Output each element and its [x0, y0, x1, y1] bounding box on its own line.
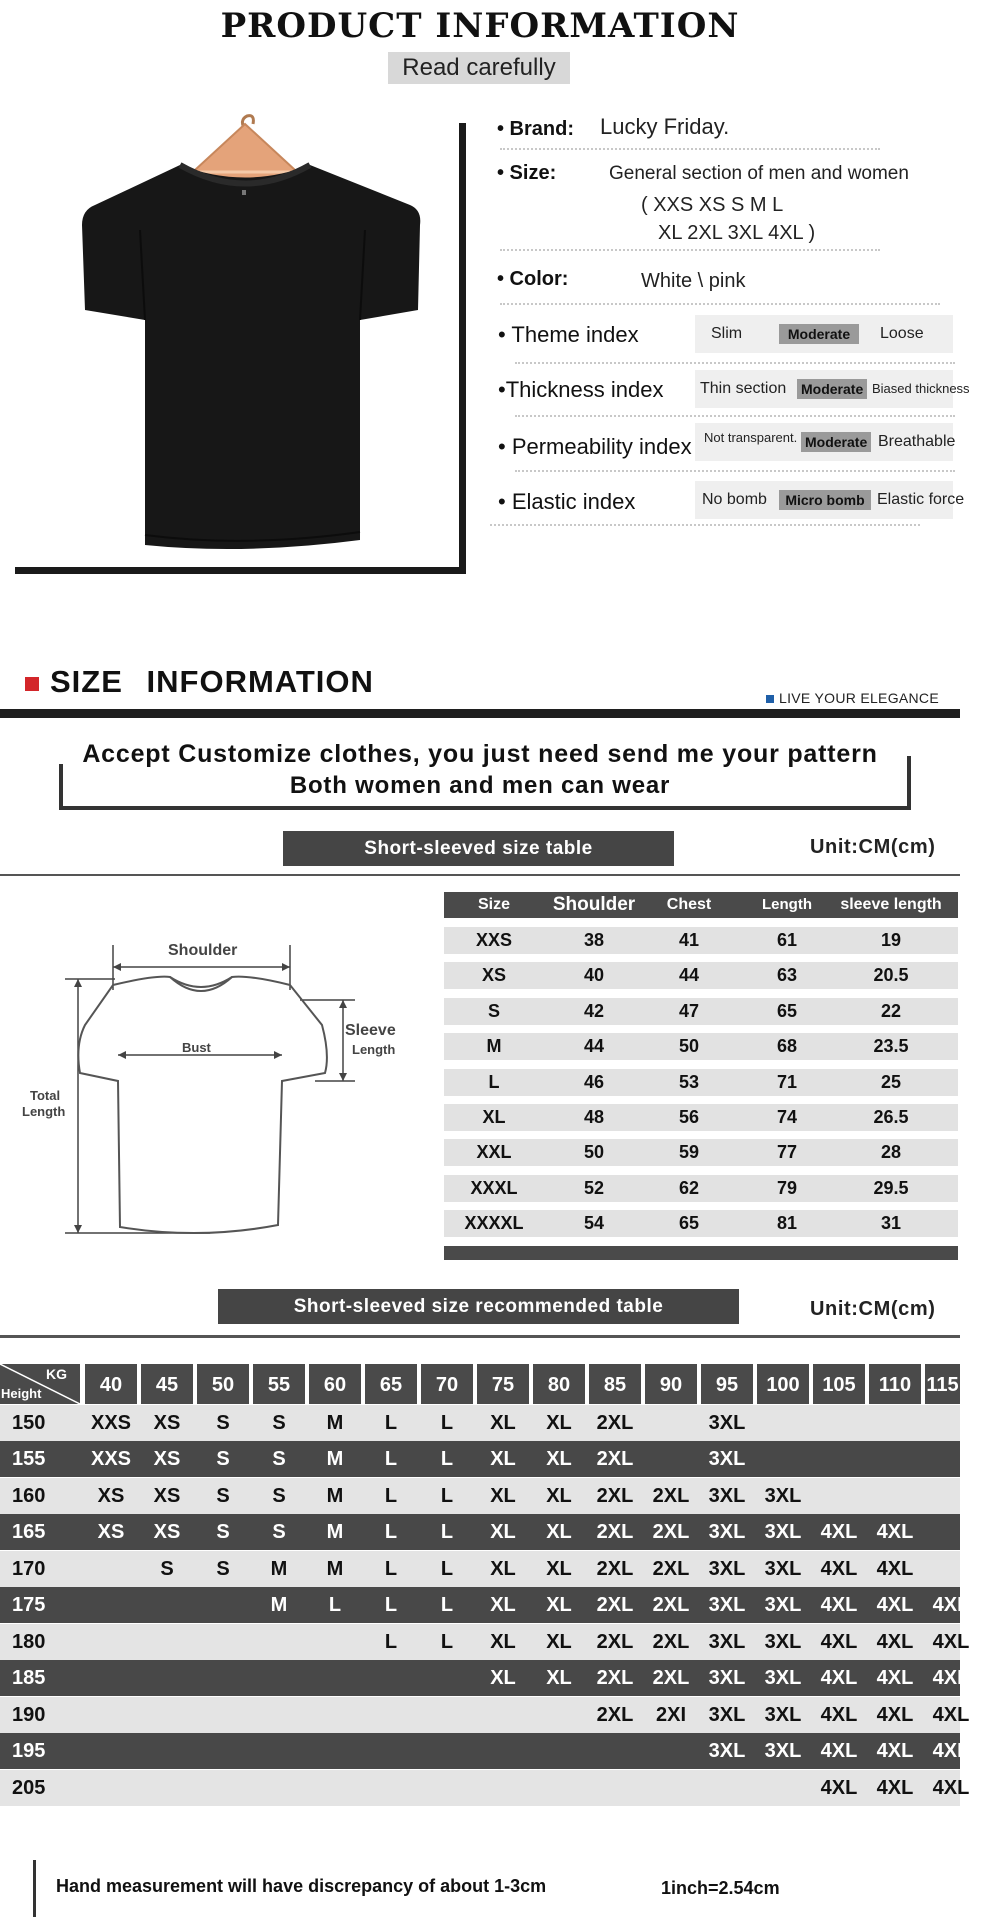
divider	[500, 148, 880, 150]
size-table-cell: 61	[776, 930, 798, 950]
size-table-cell: XL	[482, 1107, 506, 1127]
permeability-index-label: • Permeability index	[498, 434, 692, 459]
size-cell: XS	[97, 1521, 125, 1543]
elastic-index-label: • Elastic index	[498, 489, 636, 514]
rec-table-row	[0, 1624, 970, 1660]
size-cell: M	[326, 1485, 344, 1507]
kg-header-cell: 45	[141, 1364, 193, 1404]
measurement-note: Hand measurement will have discrepancy of about 1-3cm	[56, 1876, 547, 1896]
header-sleeve-length: sleeve length	[840, 896, 942, 913]
bracket-left	[59, 764, 63, 810]
size-list-2: XL 2XL 3XL 4XL )	[658, 222, 816, 244]
size-cell: 4XL	[932, 1777, 970, 1799]
size-cell: 4XL	[820, 1777, 858, 1799]
size-table-row	[444, 1033, 958, 1060]
size-cell: L	[384, 1485, 398, 1507]
size-cell: L	[440, 1485, 454, 1507]
size-cell: 3XL	[708, 1558, 746, 1580]
size-table-cell: XXS	[475, 930, 513, 950]
size-cell: L	[328, 1594, 342, 1616]
size-table-footer-bar	[444, 1246, 958, 1260]
brand-label: • Brand:	[497, 118, 575, 140]
size-table-cell: XXXL	[470, 1177, 518, 1198]
size-cell: XL	[490, 1412, 516, 1434]
diagram-shoulder-label: Shoulder	[168, 942, 238, 959]
rec-table-row	[0, 1587, 970, 1623]
option-breathable: Breathable	[878, 433, 956, 450]
rec-table-row	[0, 1660, 970, 1696]
divider	[490, 524, 920, 526]
size-table-cell: 20.5	[873, 965, 909, 986]
size-cell: 2XL	[596, 1631, 634, 1653]
size-cell: L	[384, 1631, 398, 1653]
size-cell: 3XL	[764, 1485, 802, 1507]
size-cell: 4XL	[932, 1594, 970, 1616]
size-cell: 4XL	[820, 1594, 858, 1616]
recommended-table-label: Short-sleeved size recommended table	[218, 1289, 739, 1324]
size-table-cell: 53	[678, 1071, 700, 1092]
size-cell: S	[216, 1558, 230, 1580]
size-cell: 4XL	[932, 1704, 970, 1726]
rec-unit-label: Unit:CM(cm)	[810, 1298, 936, 1320]
size-table-row	[444, 1139, 958, 1166]
size-cell: S	[216, 1412, 230, 1434]
size-cell: XS	[97, 1485, 125, 1507]
size-cell: 3XL	[708, 1667, 746, 1689]
divider	[500, 303, 940, 305]
theme-index-options	[695, 315, 953, 353]
height-cell: 165	[12, 1521, 46, 1543]
size-table-row	[444, 1104, 958, 1131]
height-cell: 150	[12, 1412, 46, 1434]
size-table-cell: 50	[583, 1142, 605, 1163]
size-cell: 4XL	[820, 1704, 858, 1726]
size-cell: 2XL	[596, 1521, 634, 1543]
size-cell: 3XL	[708, 1412, 746, 1434]
size-cell: 4XL	[820, 1740, 858, 1762]
size-cell: S	[272, 1485, 286, 1507]
divider	[515, 362, 955, 364]
kg-header-cell: 100	[757, 1364, 809, 1404]
size-cell: L	[384, 1594, 398, 1616]
short-sleeved-size-table-label: Short-sleeved size table	[283, 831, 674, 866]
kg-header-cell: 95	[701, 1364, 753, 1404]
option-micro-bomb-selected: Micro bomb	[779, 490, 871, 510]
frame-line-right	[459, 123, 466, 574]
header-shoulder: Shoulder	[552, 894, 636, 915]
height-label: Height	[1, 1386, 42, 1401]
size-cell: 4XL	[820, 1667, 858, 1689]
size-table-cell: XXXXL	[464, 1213, 524, 1234]
diagram-total-length-label: Length	[22, 1104, 66, 1119]
size-cell: 2XL	[596, 1704, 634, 1726]
size-cell: XL	[546, 1412, 572, 1434]
size-cell: XL	[490, 1558, 516, 1580]
divider-line	[0, 874, 960, 876]
rec-table-row	[0, 1770, 970, 1806]
size-cell: L	[440, 1521, 454, 1543]
size-table-row	[444, 962, 958, 989]
bracket-bottom	[59, 806, 911, 810]
size-cell: 3XL	[764, 1704, 802, 1726]
size-cell: 4XL	[876, 1594, 914, 1616]
size-cell: XL	[490, 1485, 516, 1507]
size-cell: S	[272, 1448, 286, 1470]
size-cell: 2XL	[596, 1594, 634, 1616]
height-cell: 190	[12, 1704, 46, 1726]
red-square-icon	[25, 677, 39, 691]
size-cell: 3XL	[764, 1631, 802, 1653]
inch-conversion: 1inch=2.54cm	[661, 1878, 780, 1898]
size-cell: 3XL	[764, 1594, 802, 1616]
size-table-cell: 71	[776, 1071, 798, 1092]
size-cell: 4XL	[932, 1667, 970, 1689]
size-table-row	[444, 1210, 958, 1237]
product-info-title: PRODUCT INFORMATION	[220, 6, 740, 46]
kg-header-cell: 70	[421, 1364, 473, 1404]
size-table-cell: 38	[583, 930, 605, 950]
height-cell: 155	[12, 1448, 46, 1470]
diagram-sleeve-label: Sleeve	[345, 1022, 396, 1039]
size-cell: L	[440, 1631, 454, 1653]
size-list-1: ( XXS XS S M L	[641, 194, 784, 216]
header-chest: Chest	[666, 896, 712, 913]
kg-header-cell: 75	[477, 1364, 529, 1404]
size-table-cell: S	[487, 1000, 500, 1021]
kg-header-cell: 105	[813, 1364, 865, 1404]
size-table-cell: XXL	[476, 1142, 512, 1163]
size-cell: L	[440, 1558, 454, 1580]
size-cell: S	[160, 1558, 174, 1580]
option-elastic-force: Elastic force	[877, 491, 965, 508]
rec-table-row	[0, 1405, 960, 1441]
diagram-bust-label: Bust	[182, 1040, 211, 1055]
size-cell: 4XL	[820, 1631, 858, 1653]
size-table-cell: 63	[776, 965, 798, 986]
read-carefully-label: Read carefully	[388, 52, 570, 84]
size-cell: 4XL	[876, 1740, 914, 1762]
size-cell: XS	[153, 1412, 181, 1434]
size-cell: 4XL	[876, 1631, 914, 1653]
size-table-row	[444, 1175, 958, 1202]
kg-header-cell: 110	[869, 1364, 921, 1404]
frame-line-bottom	[15, 567, 466, 574]
option-moderate-selected: Moderate	[797, 379, 867, 399]
divider	[515, 470, 955, 472]
size-table-cell: 48	[583, 1107, 605, 1127]
size-cell: 3XL	[764, 1740, 802, 1762]
size-table-cell: 77	[776, 1142, 798, 1163]
size-cell: XXS	[90, 1448, 132, 1470]
size-table-cell: 47	[678, 1000, 700, 1021]
measurement-diagram	[10, 935, 430, 1245]
size-cell: 3XL	[708, 1485, 746, 1507]
size-table-cell: 19	[880, 930, 902, 950]
option-moderate-selected: Moderate	[779, 324, 859, 344]
size-table-cell: 42	[583, 1000, 605, 1021]
option-biased-thickness: Biased thickness	[872, 381, 970, 396]
kg-header-cell: 65	[365, 1364, 417, 1404]
kg-header-cell: 80	[533, 1364, 585, 1404]
size-cell: 4XL	[820, 1521, 858, 1543]
size-cell: 2XL	[596, 1412, 634, 1434]
size-table-cell: 62	[678, 1177, 700, 1198]
size-cell: XS	[153, 1448, 181, 1470]
size-cell: XL	[546, 1448, 572, 1470]
size-table-header	[444, 892, 958, 918]
size-cell: XL	[546, 1667, 572, 1689]
size-table-cell: 44	[583, 1036, 605, 1057]
size-cell: XL	[490, 1448, 516, 1470]
size-table-cell: 44	[678, 965, 700, 986]
size-cell: 3XL	[708, 1704, 746, 1726]
size-table-cell: L	[488, 1071, 500, 1092]
theme-index-label: • Theme index	[498, 322, 639, 347]
tshirt-image	[60, 110, 430, 570]
diagram-total-label: Total	[30, 1088, 61, 1103]
option-no-bomb: No bomb	[702, 491, 767, 508]
size-cell: L	[440, 1594, 454, 1616]
kg-header-cell: 115	[925, 1364, 960, 1404]
height-cell: 205	[12, 1777, 46, 1799]
unisex-text: Both women and men can wear	[289, 772, 671, 799]
size-cell: 2XL	[596, 1485, 634, 1507]
size-cell: XL	[546, 1594, 572, 1616]
size-table-cell: M	[486, 1036, 502, 1057]
size-cell: XL	[546, 1485, 572, 1507]
kg-header-cell: 40	[85, 1364, 137, 1404]
height-cell: 170	[12, 1558, 46, 1580]
size-cell: 3XL	[764, 1521, 802, 1543]
size-cell: L	[384, 1558, 398, 1580]
color-value: White \ pink	[641, 270, 746, 292]
kg-header-cell: 50	[197, 1364, 249, 1404]
height-cell: 180	[12, 1631, 46, 1653]
elastic-index-options	[695, 481, 965, 519]
size-cell: XL	[546, 1558, 572, 1580]
size-table-cell: 25	[880, 1071, 902, 1092]
unit-label: Unit:CM(cm)	[810, 836, 936, 858]
size-cell: S	[216, 1485, 230, 1507]
size-cell: 2XL	[596, 1558, 634, 1580]
option-loose: Loose	[880, 325, 924, 342]
size-cell: 2XL	[652, 1558, 690, 1580]
bracket-right	[907, 756, 911, 810]
rec-table-row	[0, 1551, 960, 1587]
size-cell: 2XL	[652, 1594, 690, 1616]
size-cell: XL	[490, 1594, 516, 1616]
size-cell: M	[326, 1448, 344, 1470]
size-cell: 4XL	[820, 1558, 858, 1580]
rec-table-row	[0, 1514, 960, 1550]
size-table-row	[444, 927, 958, 954]
size-cell: XS	[153, 1521, 181, 1543]
size-cell: 4XL	[932, 1740, 970, 1762]
size-table-cell: XS	[481, 965, 506, 986]
size-cell: L	[384, 1521, 398, 1543]
size-cell: 3XL	[708, 1448, 746, 1470]
size-table-cell: 79	[776, 1177, 798, 1198]
size-cell: 2XI	[655, 1704, 687, 1726]
brand-value: Lucky Friday.	[600, 114, 730, 139]
size-cell: S	[272, 1521, 286, 1543]
footer-bracket	[33, 1860, 36, 1917]
size-cell: S	[216, 1521, 230, 1543]
size-label: • Size:	[497, 162, 557, 184]
size-cell: XS	[153, 1485, 181, 1507]
size-table-cell: 23.5	[873, 1036, 909, 1057]
size-table-cell: 54	[583, 1213, 605, 1234]
size-cell: 4XL	[876, 1521, 914, 1543]
kg-header-cell: 90	[645, 1364, 697, 1404]
height-cell: 175	[12, 1594, 46, 1616]
rec-table-row	[0, 1733, 970, 1769]
header-length: Length	[762, 896, 812, 913]
size-cell: M	[270, 1594, 288, 1616]
size-table-cell: 74	[776, 1107, 798, 1127]
size-cell: 2XL	[596, 1448, 634, 1470]
size-cell: M	[326, 1558, 344, 1580]
rec-table-row	[0, 1697, 970, 1733]
size-table-cell: 31	[880, 1213, 902, 1234]
size-cell: M	[326, 1412, 344, 1434]
size-cell: M	[326, 1521, 344, 1543]
permeability-index-options	[695, 423, 956, 461]
size-cell: L	[440, 1412, 454, 1434]
header-size: Size	[477, 896, 510, 913]
size-table-cell: 26.5	[873, 1107, 909, 1127]
section-bar	[0, 709, 960, 718]
size-cell: 2XL	[596, 1667, 634, 1689]
size-cell: 3XL	[708, 1521, 746, 1543]
size-table-cell: 40	[583, 965, 605, 986]
size-cell: XL	[490, 1631, 516, 1653]
size-cell: XL	[546, 1631, 572, 1653]
size-cell: L	[440, 1448, 454, 1470]
kg-header-cell: 85	[589, 1364, 641, 1404]
size-cell: 2XL	[652, 1521, 690, 1543]
size-table-cell: 68	[776, 1036, 798, 1057]
customize-text: Accept Customize clothes, you just need send me your pattern	[82, 740, 878, 768]
divider	[515, 415, 955, 417]
option-slim: Slim	[711, 325, 743, 342]
size-cell: 3XL	[764, 1667, 802, 1689]
size-cell: M	[270, 1558, 288, 1580]
size-cell: 4XL	[876, 1558, 914, 1580]
size-cell: L	[384, 1448, 398, 1470]
option-thin: Thin section	[700, 380, 787, 397]
size-cell: 4XL	[932, 1631, 970, 1653]
kg-height-corner	[0, 1364, 80, 1404]
size-cell: 4XL	[876, 1777, 914, 1799]
size-table-cell: 29.5	[873, 1177, 909, 1198]
size-table-cell: 59	[678, 1142, 700, 1163]
kg-header-cell: 60	[309, 1364, 361, 1404]
size-table-cell: 28	[880, 1142, 902, 1163]
size-cell: XL	[490, 1521, 516, 1543]
size-table-cell: 56	[678, 1107, 700, 1127]
size-table-row	[444, 1069, 958, 1096]
size-table-cell: 65	[678, 1213, 700, 1234]
kg-label: KG	[46, 1366, 67, 1382]
option-moderate-selected: Moderate	[801, 432, 871, 452]
color-label: • Color:	[497, 268, 569, 290]
size-info-title: SIZE INFORMATION	[50, 664, 374, 699]
size-cell: 3XL	[708, 1631, 746, 1653]
size-cell: S	[272, 1412, 286, 1434]
size-table-cell: 41	[678, 930, 700, 950]
size-cell: 2XL	[652, 1631, 690, 1653]
size-cell: 3XL	[708, 1740, 746, 1762]
divider-line	[0, 1335, 960, 1338]
size-cell: XL	[546, 1521, 572, 1543]
height-cell: 195	[12, 1740, 46, 1762]
size-table-cell: 65	[776, 1000, 798, 1021]
divider	[500, 249, 880, 251]
size-cell: 3XL	[708, 1594, 746, 1616]
size-table-cell: 50	[678, 1036, 700, 1057]
size-table-cell: 22	[880, 1000, 902, 1021]
rec-table-row	[0, 1441, 960, 1477]
size-table-cell: 81	[776, 1213, 798, 1234]
size-desc: General section of men and women	[609, 163, 909, 184]
size-cell: XXS	[90, 1412, 132, 1434]
height-cell: 160	[12, 1485, 46, 1507]
size-table-cell: 52	[583, 1177, 605, 1198]
kg-header-cell: 55	[253, 1364, 305, 1404]
size-cell: XL	[490, 1667, 516, 1689]
height-cell: 185	[12, 1667, 46, 1689]
size-cell: 4XL	[876, 1704, 914, 1726]
size-table-row	[444, 998, 958, 1025]
size-cell: 4XL	[876, 1667, 914, 1689]
size-cell: 3XL	[764, 1558, 802, 1580]
size-cell: L	[384, 1412, 398, 1434]
thickness-index-label: •Thickness index	[498, 377, 664, 402]
rec-table-row	[0, 1478, 960, 1514]
diagram-sleeve-length-label: Length	[352, 1042, 396, 1057]
size-cell: 2XL	[652, 1485, 690, 1507]
tagline: LIVE YOUR ELEGANCE	[779, 690, 939, 706]
size-cell: 2XL	[652, 1667, 690, 1689]
blue-square-icon	[766, 695, 774, 703]
size-cell: S	[216, 1448, 230, 1470]
option-not-transparent: Not transparent.	[704, 430, 798, 445]
size-table-cell: 46	[583, 1071, 605, 1092]
thickness-index-options	[695, 370, 970, 408]
